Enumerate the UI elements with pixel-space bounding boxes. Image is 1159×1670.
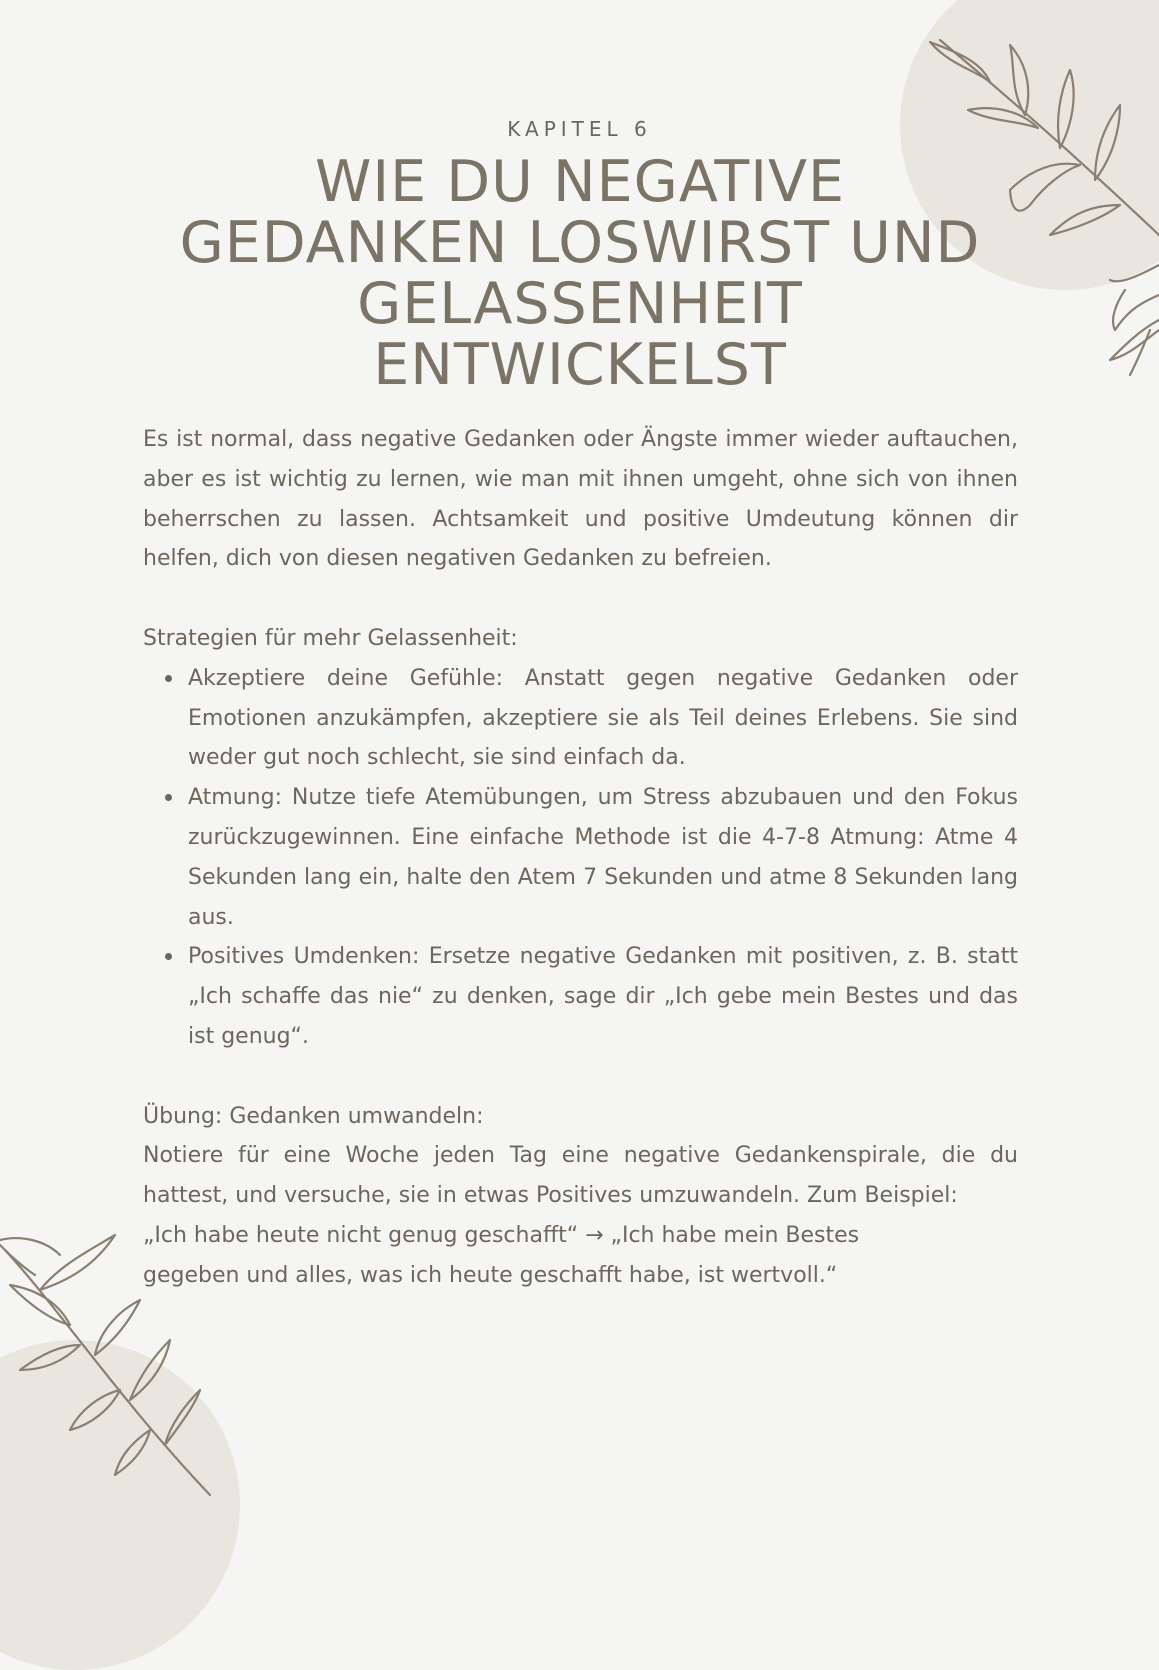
exercise-heading: Übung: Gedanken umwandeln: xyxy=(143,1103,484,1129)
strategies-heading: Strategien für mehr Gelassenheit: xyxy=(143,625,518,651)
spacer xyxy=(143,579,1018,619)
list-item xyxy=(143,778,1018,937)
exercise-text: Notiere für eine Woche jeden Tag eine negative Gedankenspirale, die du hattest, und versuche, sie in etwas Positives umzuwandeln. Zum Beispiel: xyxy=(143,1143,1018,1209)
list-item xyxy=(143,937,1018,1056)
bullet-icon xyxy=(165,953,172,960)
intro-paragraph: Es ist normal, dass negative Gedanken oder Ängste immer wieder auftauchen, aber es ist wichtig zu lernen, wie man mit ihnen umgeht, ohne sich von ihnen beherrschen zu lassen. Achtsamkeit und positive Umdeutung können dir helfen, dich von diesen negativen Gedanken zu befreien. xyxy=(143,427,1018,572)
title-line: GELASSENHEIT xyxy=(357,271,803,337)
title-line: GEDANKEN LOSWIRST UND xyxy=(179,210,981,276)
bullet-icon xyxy=(165,794,172,801)
page-title xyxy=(120,149,1040,398)
list-item-text: Positives Umdenken: Ersetze negative Gedanken mit positiven, z. B. statt „Ich schaffe das nie“ zu denken, sage dir „Ich gebe mein Bestes und das ist genug“. xyxy=(188,944,1018,1049)
strategies-list xyxy=(143,659,1018,1057)
list-item-text: Akzeptiere deine Gefühle: Anstatt gegen negative Gedanken oder Emotionen anzukämpfen, akzeptiere sie als Teil deines Erlebens. Sie sind weder gut noch schlecht, sie sind einfach da. xyxy=(188,665,1018,771)
example-line: gegeben und alles, was ich heute geschafft habe, ist wertvoll.“ xyxy=(143,1262,838,1288)
title-line: WIE DU NEGATIVE xyxy=(314,149,846,215)
list-item xyxy=(143,659,1018,778)
chapter-label: KAPITEL 6 xyxy=(507,117,652,141)
example-line: „Ich habe heute nicht genug geschafft“ → „Ich habe mein Bestes xyxy=(143,1222,860,1248)
title-line: ENTWICKELST xyxy=(373,332,787,398)
spacer xyxy=(143,1057,1018,1097)
list-item-text: Atmung: Nutze tiefe Atemübungen, um Stress abzubauen und den Fokus zurückzugewinnen. Eine einfache Methode ist die 4-7-8 Atmung: Atme 4 Sekunden lang ein, halte den Atem 7 Sekunden und atme 8 Sekunden lang aus. xyxy=(188,785,1018,930)
bullet-icon xyxy=(165,675,172,682)
chapter-body xyxy=(143,420,1018,1296)
